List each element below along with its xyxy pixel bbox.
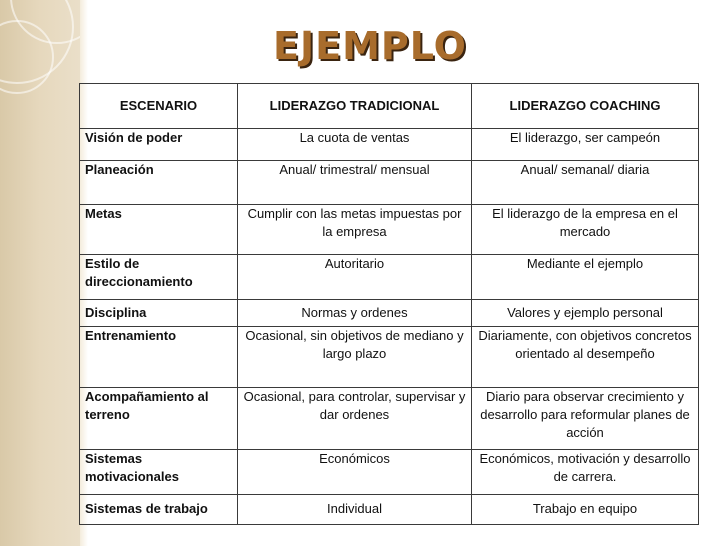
coaching-cell: El liderazgo, ser campeón: [472, 129, 699, 161]
table-row: [80, 495, 699, 525]
table-row: [80, 161, 699, 205]
row-label: Acompañamiento al terreno: [80, 388, 238, 450]
tradicional-cell: Normas y ordenes: [238, 300, 472, 327]
row-label: Disciplina: [80, 300, 238, 327]
coaching-cell: Diario para observar crecimiento y desarrollo para reformular planes de acción: [472, 388, 699, 450]
row-label: Estilo de direccionamiento: [80, 255, 238, 300]
header-liderazgo-tradicional: LIDERAZGO TRADICIONAL: [238, 84, 472, 129]
coaching-cell: El liderazgo de la empresa en el mercado: [472, 205, 699, 255]
tradicional-cell: Ocasional, para controlar, supervisar y dar ordenes: [238, 388, 472, 450]
tradicional-cell: Individual: [238, 495, 472, 525]
tradicional-cell: Económicos: [238, 450, 472, 495]
comparison-table: [79, 83, 699, 525]
row-label: Sistemas motivacionales: [80, 450, 238, 495]
table-row: [80, 327, 699, 388]
table-row: [80, 129, 699, 161]
table-row: [80, 388, 699, 450]
row-label: Visión de poder: [80, 129, 238, 161]
table-row: [80, 450, 699, 495]
table-row: [80, 255, 699, 300]
row-label: Entrenamiento: [80, 327, 238, 388]
table-header-row: [80, 84, 699, 129]
row-label: Planeación: [80, 161, 238, 205]
row-label: Metas: [80, 205, 238, 255]
tradicional-cell: Ocasional, sin objetivos de mediano y largo plazo: [238, 327, 472, 388]
tradicional-cell: Autoritario: [238, 255, 472, 300]
row-label: Sistemas de trabajo: [80, 495, 238, 525]
coaching-cell: Económicos, motivación y desarrollo de carrera.: [472, 450, 699, 495]
table-row: [80, 205, 699, 255]
coaching-cell: Anual/ semanal/ diaria: [472, 161, 699, 205]
tradicional-cell: Cumplir con las metas impuestas por la empresa: [238, 205, 472, 255]
header-liderazgo-coaching: LIDERAZGO COACHING: [472, 84, 699, 129]
tradicional-cell: La cuota de ventas: [238, 129, 472, 161]
coaching-cell: Diariamente, con objetivos concretos orientado al desempeño: [472, 327, 699, 388]
coaching-cell: Trabajo en equipo: [472, 495, 699, 525]
slide-title: EJEMPLO: [273, 24, 467, 68]
coaching-cell: Mediante el ejemplo: [472, 255, 699, 300]
tradicional-cell: Anual/ trimestral/ mensual: [238, 161, 472, 205]
decorative-sidebar: [0, 0, 80, 546]
header-escenario: ESCENARIO: [80, 84, 238, 129]
coaching-cell: Valores y ejemplo personal: [472, 300, 699, 327]
table-row: [80, 300, 699, 327]
